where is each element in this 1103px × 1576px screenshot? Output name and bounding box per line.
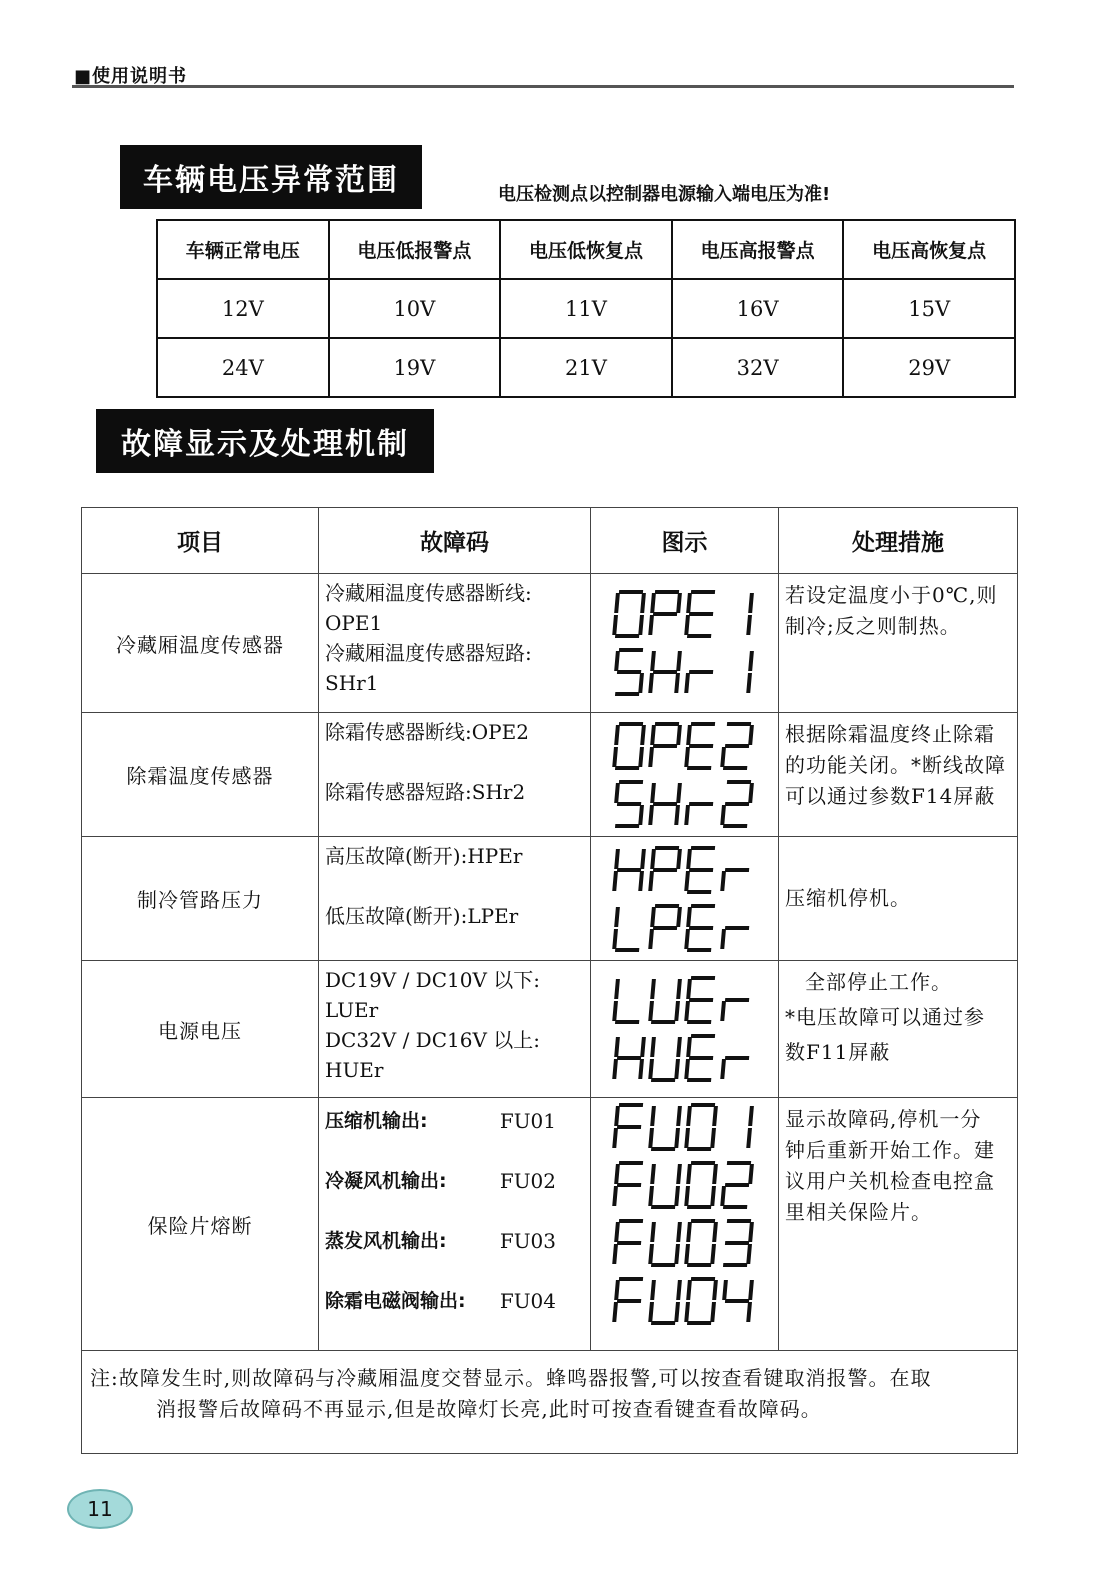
segment-stroke	[652, 1282, 653, 1298]
segment-stroke	[686, 749, 687, 765]
segment-digit	[650, 848, 680, 889]
segment-digit	[725, 1221, 752, 1265]
segment-stroke	[750, 595, 751, 611]
segment-stroke	[750, 1282, 751, 1298]
fuse-line	[325, 1106, 584, 1136]
fault-code-cell	[319, 1098, 591, 1351]
column-header: 电压低报警点	[329, 220, 501, 279]
segment-stroke	[616, 1224, 617, 1240]
segment-stroke	[688, 851, 689, 867]
action-cell	[779, 713, 1018, 837]
segment-digit	[650, 592, 680, 633]
segment-digit	[650, 1282, 680, 1323]
segment-stroke	[688, 909, 689, 925]
segment-stroke	[712, 1188, 713, 1204]
segment-digit	[650, 981, 680, 1022]
segment-stroke	[616, 851, 617, 867]
segment-digit	[722, 724, 752, 768]
segment-stroke	[650, 1130, 651, 1146]
segment-stroke	[640, 617, 641, 633]
segment-digit	[650, 1108, 680, 1149]
segment-digit	[748, 1108, 751, 1146]
segment-stroke	[714, 1108, 715, 1124]
header-rule	[72, 85, 1014, 88]
column-header: 电压低恢复点	[500, 220, 672, 279]
fuse-label: 除霜电磁阀输出:	[325, 1290, 466, 1312]
fault-code-line: 高压故障(断开):HPEr	[325, 844, 523, 868]
segment-digit	[722, 782, 752, 826]
segment-stroke	[652, 653, 653, 669]
segment-stroke	[748, 1130, 749, 1146]
action-cell	[779, 837, 1018, 961]
segment-stroke	[650, 1188, 651, 1204]
segment-digit	[686, 1105, 716, 1149]
fuse-code: FU01	[499, 1109, 556, 1133]
segment-stroke	[688, 981, 689, 997]
segment-stroke	[652, 851, 653, 867]
table-cell: 29V	[843, 338, 1015, 397]
table-cell: 24V	[157, 338, 329, 397]
segment-stroke	[748, 675, 749, 691]
fault-code-line: HUEr	[325, 1058, 384, 1082]
segment-stroke	[686, 931, 687, 947]
segment-stroke	[750, 727, 751, 743]
segment-stroke	[750, 1166, 751, 1182]
action-line: 可以通过参数F14屏蔽	[785, 784, 996, 808]
fuse-line	[325, 1166, 584, 1196]
segment-stroke	[750, 653, 751, 669]
segment-display	[610, 1272, 760, 1330]
segment-stroke	[616, 981, 617, 997]
segment-stroke	[614, 617, 615, 633]
fault-code-cell	[319, 837, 591, 961]
fault-table	[81, 507, 1018, 1454]
column-header: 故障码	[319, 508, 591, 574]
segment-stroke	[614, 1061, 615, 1077]
segment-stroke	[640, 873, 641, 889]
segment-stroke	[722, 873, 723, 889]
segment-stroke	[650, 807, 651, 823]
segment-digit	[614, 592, 644, 636]
segment-digit	[614, 782, 644, 826]
segment-stroke	[722, 1188, 723, 1204]
segment-stroke	[650, 749, 651, 765]
segment-stroke	[616, 785, 617, 801]
fuse-code: FU02	[499, 1169, 556, 1193]
segment-digit	[722, 1282, 751, 1320]
fault-code-line: OPE1	[325, 611, 383, 635]
segment-stroke	[616, 1039, 617, 1055]
segment-stroke	[686, 675, 687, 691]
segment-digit	[686, 1221, 716, 1265]
segment-stroke	[714, 1282, 715, 1298]
segment-display	[610, 643, 760, 701]
segment-stroke	[678, 851, 679, 867]
action-line: 压缩机停机。	[785, 886, 911, 910]
fault-code-line: LUEr	[325, 998, 379, 1022]
segment-stroke	[616, 1108, 617, 1124]
segment-digit	[614, 1279, 641, 1320]
segment-digit	[748, 595, 751, 633]
fault-item: 电源电压	[82, 961, 319, 1098]
segment-stroke	[614, 931, 615, 947]
column-header: 电压高恢复点	[843, 220, 1015, 279]
segment-stroke	[642, 595, 643, 611]
segment-stroke	[686, 1061, 687, 1077]
fault-item: 除霜温度传感器	[82, 713, 319, 837]
segment-display	[610, 899, 760, 957]
fault-code-line: 除霜传感器断线:OPE2	[325, 720, 529, 744]
action-line: 显示故障码,停机一分	[785, 1107, 982, 1131]
page-number: 11	[87, 1497, 113, 1521]
segment-digit	[722, 1163, 752, 1207]
segment-stroke	[686, 1003, 687, 1019]
segment-stroke	[686, 1188, 687, 1204]
action-line: 议用户关机检查电控盒	[785, 1169, 995, 1193]
segment-digit	[650, 1166, 680, 1207]
segment-digit	[614, 1163, 641, 1204]
segment-stroke	[652, 727, 653, 743]
segment-digit	[614, 1039, 643, 1077]
segment-digit	[686, 1036, 713, 1080]
segment-digit	[748, 653, 751, 691]
segment-stroke	[616, 653, 617, 669]
segment-digit	[686, 848, 713, 892]
segment-digit	[650, 1224, 680, 1265]
table-row	[157, 279, 1015, 338]
segment-stroke	[714, 1166, 715, 1182]
segment-stroke	[712, 1304, 713, 1320]
fault-note	[82, 1351, 1018, 1454]
fault-code-cell	[319, 574, 591, 713]
display-figure-cell	[591, 713, 779, 837]
segment-stroke	[650, 931, 651, 947]
segment-stroke	[678, 1039, 679, 1055]
fuse-code: FU03	[499, 1229, 556, 1253]
segment-digit	[722, 928, 747, 947]
fault-item: 保险片熔断	[82, 1098, 319, 1351]
fault-code-line: 冷藏厢温度传感器断线:	[325, 581, 532, 605]
segment-display	[610, 1029, 760, 1087]
segment-stroke	[678, 595, 679, 611]
segment-stroke	[678, 1282, 679, 1298]
segment-stroke	[678, 1166, 679, 1182]
segment-stroke	[652, 1224, 653, 1240]
segment-digit	[686, 1163, 716, 1207]
fuse-label: 压缩机输出:	[325, 1110, 428, 1132]
segment-stroke	[714, 1224, 715, 1240]
fuse-code: FU04	[499, 1289, 556, 1313]
segment-stroke	[642, 851, 643, 867]
segment-stroke	[722, 1003, 723, 1019]
segment-stroke	[688, 595, 689, 611]
table-cell: 32V	[672, 338, 844, 397]
column-header: 图示	[591, 508, 779, 574]
segment-stroke	[676, 1188, 677, 1204]
fault-item: 冷藏厢温度传感器	[82, 574, 319, 713]
fault-code-line: 冷藏厢温度传感器短路:	[325, 641, 532, 665]
segment-stroke	[616, 1282, 617, 1298]
segment-stroke	[748, 1304, 749, 1320]
fuse-label: 冷凝风机输出:	[325, 1170, 447, 1192]
segment-display	[610, 717, 760, 775]
display-figure-cell	[591, 961, 779, 1098]
segment-stroke	[614, 873, 615, 889]
segment-stroke	[688, 1166, 689, 1182]
segment-stroke	[688, 1108, 689, 1124]
segment-stroke	[650, 873, 651, 889]
segment-stroke	[650, 1061, 651, 1077]
segment-stroke	[650, 675, 651, 691]
fuse-label: 蒸发风机输出:	[325, 1230, 447, 1252]
segment-stroke	[640, 1061, 641, 1077]
fuse-line	[325, 1226, 584, 1256]
page-number-badge	[67, 1489, 133, 1529]
segment-digit	[650, 785, 679, 823]
segment-digit	[686, 1279, 716, 1323]
segment-stroke	[614, 1188, 615, 1204]
note-line: 注:故障发生时,则故障码与冷藏厢温度交替显示。蜂鸣器报警,可以按查看键取消报警。在取	[90, 1366, 932, 1390]
display-figure-cell	[591, 574, 779, 713]
segment-stroke	[686, 1304, 687, 1320]
segment-stroke	[722, 931, 723, 947]
segment-display	[610, 775, 760, 833]
fault-code-line: 除霜传感器短路:SHr2	[325, 780, 526, 804]
note-line: 消报警后故障码不再显示,但是故障灯长亮,此时可按查看键查看故障码。	[156, 1397, 822, 1421]
segment-digit	[650, 653, 679, 691]
segment-stroke	[678, 1224, 679, 1240]
segment-stroke	[724, 1282, 725, 1298]
segment-digit	[650, 1039, 680, 1080]
table-cell: 11V	[500, 279, 672, 338]
table-cell: 21V	[500, 338, 672, 397]
segment-stroke	[614, 1003, 615, 1019]
fault-code-line: 低压故障(断开):LPEr	[325, 904, 519, 928]
segment-stroke	[616, 909, 617, 925]
voltage-table	[156, 219, 1016, 398]
column-header: 电压高报警点	[672, 220, 844, 279]
segment-stroke	[712, 1130, 713, 1146]
segment-stroke	[722, 807, 723, 823]
segment-stroke	[748, 617, 749, 633]
segment-stroke	[650, 1003, 651, 1019]
action-line: 数F11屏蔽	[785, 1040, 891, 1064]
table-cell: 19V	[329, 338, 501, 397]
segment-stroke	[652, 1166, 653, 1182]
header-title: ■使用说明书	[74, 66, 188, 87]
segment-digit	[686, 672, 711, 691]
segment-stroke	[722, 749, 723, 765]
segment-stroke	[652, 595, 653, 611]
table-header-row	[82, 508, 1018, 574]
table-row	[82, 1098, 1018, 1351]
segment-stroke	[676, 1304, 677, 1320]
segment-digit	[614, 851, 643, 889]
column-header: 处理措施	[779, 508, 1018, 574]
segment-digit	[722, 870, 747, 889]
table-cell: 10V	[329, 279, 501, 338]
column-header: 车辆正常电压	[157, 220, 329, 279]
segment-stroke	[676, 1246, 677, 1262]
action-line: 里相关保险片。	[785, 1200, 932, 1224]
segment-stroke	[712, 1246, 713, 1262]
segment-stroke	[686, 1246, 687, 1262]
segment-digit	[686, 592, 713, 636]
action-cell	[779, 961, 1018, 1098]
fault-code-line: SHr1	[325, 671, 379, 695]
segment-stroke	[676, 1003, 677, 1019]
segment-stroke	[686, 807, 687, 823]
action-line: 根据除霜温度终止除霜	[785, 722, 995, 746]
section-title-voltage: 车辆电压异常范围	[120, 145, 422, 209]
segment-digit	[614, 1105, 641, 1146]
segment-stroke	[614, 1130, 615, 1146]
segment-stroke	[750, 1224, 751, 1240]
segment-stroke	[686, 873, 687, 889]
segment-digit	[686, 978, 713, 1022]
segment-stroke	[686, 1130, 687, 1146]
display-figure-cell	[591, 1098, 779, 1351]
action-line: 的功能关闭。*断线故障	[785, 753, 1006, 777]
table-header-row	[157, 220, 1015, 279]
segment-stroke	[650, 617, 651, 633]
segment-display	[610, 1098, 760, 1156]
segment-stroke	[748, 1246, 749, 1262]
segment-stroke	[750, 785, 751, 801]
segment-stroke	[688, 1039, 689, 1055]
fault-code-line: DC19V / DC10V 以下:	[325, 968, 541, 992]
table-row	[82, 837, 1018, 961]
fault-code-cell	[319, 713, 591, 837]
table-row	[82, 1351, 1018, 1454]
segment-stroke	[678, 909, 679, 925]
segment-stroke	[642, 1039, 643, 1055]
segment-stroke	[750, 1108, 751, 1124]
table-row	[82, 574, 1018, 713]
segment-stroke	[688, 1282, 689, 1298]
table-row	[82, 713, 1018, 837]
segment-stroke	[616, 727, 617, 743]
segment-display	[610, 1156, 760, 1214]
segment-stroke	[676, 1061, 677, 1077]
segment-stroke	[722, 1061, 723, 1077]
action-cell	[779, 574, 1018, 713]
segment-stroke	[616, 1166, 617, 1182]
segment-stroke	[650, 1304, 651, 1320]
segment-stroke	[686, 617, 687, 633]
segment-stroke	[676, 1130, 677, 1146]
segment-stroke	[642, 727, 643, 743]
segment-stroke	[614, 1304, 615, 1320]
segment-digit	[650, 724, 680, 765]
action-line: 钟后重新开始工作。建	[785, 1138, 995, 1162]
segment-digit	[686, 724, 713, 768]
segment-stroke	[614, 749, 615, 765]
fuse-line	[325, 1286, 584, 1316]
fault-code-cell	[319, 961, 591, 1098]
table-cell: 12V	[157, 279, 329, 338]
fault-item: 制冷管路压力	[82, 837, 319, 961]
segment-display	[610, 1214, 760, 1272]
display-figure-cell	[591, 837, 779, 961]
segment-digit	[614, 981, 641, 1022]
action-cell	[779, 1098, 1018, 1351]
segment-digit	[722, 1000, 747, 1019]
segment-digit	[614, 724, 644, 768]
segment-digit	[614, 909, 641, 950]
segment-stroke	[640, 675, 641, 691]
segment-stroke	[650, 1246, 651, 1262]
segment-display	[610, 585, 760, 643]
table-cell: 15V	[843, 279, 1015, 338]
segment-stroke	[640, 807, 641, 823]
segment-stroke	[688, 1224, 689, 1240]
segment-stroke	[676, 675, 677, 691]
section-title-fault: 故障显示及处理机制	[96, 409, 434, 473]
segment-digit	[722, 1058, 747, 1077]
segment-display	[610, 971, 760, 1029]
segment-stroke	[652, 981, 653, 997]
segment-stroke	[652, 909, 653, 925]
segment-digit	[650, 906, 680, 947]
segment-digit	[614, 650, 644, 694]
fault-code-line: DC32V / DC16V 以上:	[325, 1028, 541, 1052]
voltage-note: 电压检测点以控制器电源输入端电压为准!	[498, 184, 831, 205]
segment-display	[610, 841, 760, 899]
segment-stroke	[678, 653, 679, 669]
action-line: 全部停止工作。	[805, 970, 952, 994]
segment-stroke	[652, 1039, 653, 1055]
table-row	[157, 338, 1015, 397]
segment-digit	[686, 906, 713, 950]
segment-stroke	[616, 595, 617, 611]
segment-stroke	[678, 981, 679, 997]
segment-stroke	[614, 1246, 615, 1262]
segment-stroke	[652, 785, 653, 801]
segment-stroke	[676, 807, 677, 823]
segment-stroke	[678, 1108, 679, 1124]
segment-digit	[686, 804, 711, 823]
table-cell: 16V	[672, 279, 844, 338]
action-line: *电压故障可以通过参	[785, 1005, 985, 1029]
action-line: 制冷;反之则制热。	[785, 614, 961, 638]
segment-stroke	[678, 727, 679, 743]
column-header: 项目	[82, 508, 319, 574]
segment-stroke	[640, 749, 641, 765]
segment-stroke	[678, 785, 679, 801]
segment-stroke	[688, 727, 689, 743]
action-line: 若设定温度小于0℃,则	[785, 583, 998, 607]
segment-digit	[614, 1221, 641, 1262]
segment-stroke	[652, 1108, 653, 1124]
table-row	[82, 961, 1018, 1098]
